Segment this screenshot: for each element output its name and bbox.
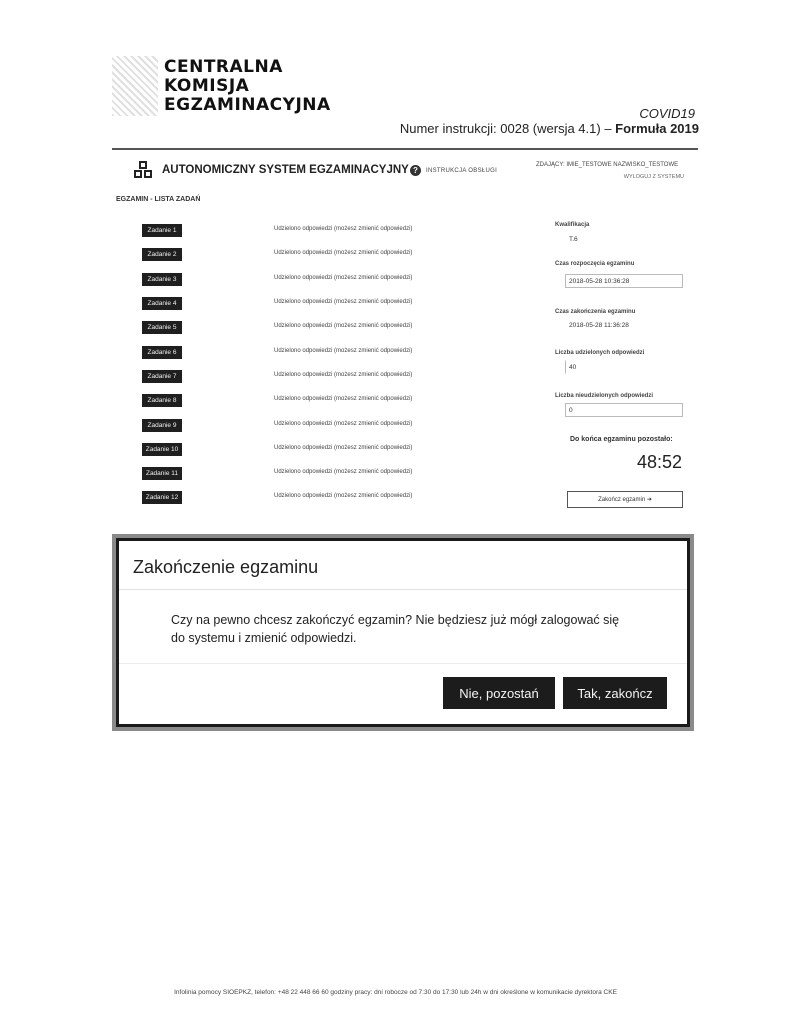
task-status-11: Udzielono odpowiedzi (możesz zmienić odpowiedzi) [274, 469, 413, 475]
countdown-timer: 48:52 [636, 452, 682, 472]
task-status-1: Udzielono odpowiedzi (możesz zmienić odpowiedzi) [274, 226, 413, 232]
task-row-1 [142, 224, 562, 238]
task-row-9 [142, 419, 562, 433]
cubes-icon [132, 160, 154, 180]
task-button-9[interactable]: Zadanie 9 [142, 419, 182, 432]
task-button-10[interactable]: Zadanie 10 [142, 443, 182, 456]
finish-exam-dialog [116, 538, 690, 727]
organization-name [164, 58, 331, 115]
task-row-2 [142, 248, 562, 262]
task-status-9: Udzielono odpowiedzi (możesz zmienić odpowiedzi) [274, 421, 413, 427]
time-remaining-label: Do końca egzaminu pozostało: [570, 436, 673, 443]
task-row-7 [142, 370, 562, 384]
covid-label: COVID19 [639, 106, 695, 121]
task-button-2[interactable]: Zadanie 2 [142, 248, 182, 261]
instruction-number [400, 121, 699, 136]
task-status-10: Udzielono odpowiedzi (możesz zmienić odpowiedzi) [274, 445, 413, 451]
stay-button[interactable]: Nie, pozostań [443, 677, 555, 709]
org-line-3: EGZAMINACYJNA [164, 95, 331, 115]
dialog-message: Czy na pewno chcesz zakończyć egzamin? Nie będziesz już mógł zalogować się do systemu i zmienić odpowiedzi. [171, 613, 620, 645]
help-icon[interactable]: ? [410, 165, 421, 176]
unanswered-count-value: 0 [565, 403, 683, 417]
task-button-8[interactable]: Zadanie 8 [142, 394, 182, 407]
task-row-10 [142, 443, 562, 457]
helpline-footer: Infolinia pomocy SIOEPKZ, telefon: +48 22 448 66 60 godziny pracy: dni robocze od 7:30 do 17:30 lub 24h w dni określone w komunikacie dyrektora CKE [174, 989, 617, 996]
end-time-value: 2018-05-28 11:36:28 [569, 322, 629, 329]
start-time-label: Czas rozpoczęcia egzaminu [555, 261, 635, 267]
confirm-finish-button[interactable]: Tak, zakończ [563, 677, 667, 709]
task-button-3[interactable]: Zadanie 3 [142, 273, 182, 286]
org-line-1: CENTRALNA [164, 57, 283, 77]
task-status-2: Udzielono odpowiedzi (możesz zmienić odpowiedzi) [274, 250, 413, 256]
logout-link[interactable]: WYLOGUJ Z SYSTEMU [623, 174, 684, 180]
task-button-6[interactable]: Zadanie 6 [142, 346, 182, 359]
qualification-value: T.6 [569, 236, 578, 243]
start-time-value: 2018-05-28 10:36:28 [565, 274, 683, 288]
task-button-5[interactable]: Zadanie 5 [142, 321, 182, 334]
task-row-6 [142, 346, 562, 360]
task-button-11[interactable]: Zadanie 11 [142, 467, 182, 480]
task-row-5 [142, 321, 562, 335]
task-button-1[interactable]: Zadanie 1 [142, 224, 182, 237]
finish-exam-button[interactable]: Zakończ egzamin ➜ [567, 491, 683, 508]
task-status-8: Udzielono odpowiedzi (możesz zmienić odpowiedzi) [274, 396, 413, 402]
task-status-7: Udzielono odpowiedzi (możesz zmienić odpowiedzi) [274, 372, 413, 378]
answered-count-label: Liczba udzielonych odpowiedzi [555, 350, 645, 356]
unanswered-count-label: Liczba nieudzielonych odpowiedzi [555, 393, 654, 399]
task-status-4: Udzielono odpowiedzi (możesz zmienić odpowiedzi) [274, 299, 413, 305]
org-line-2: KOMISJA [164, 76, 250, 96]
cke-logo [112, 56, 158, 116]
task-row-12 [142, 491, 562, 505]
task-row-4 [142, 297, 562, 311]
task-status-3: Udzielono odpowiedzi (możesz zmienić odpowiedzi) [274, 275, 413, 281]
task-row-8 [142, 394, 562, 408]
breadcrumb: EGZAMIN - LISTA ZADAŃ [116, 196, 201, 203]
task-button-7[interactable]: Zadanie 7 [142, 370, 182, 383]
help-link[interactable]: INSTRUKCJA OBSŁUGI [426, 168, 498, 174]
dialog-divider [119, 589, 687, 590]
task-row-3 [142, 273, 562, 287]
candidate-name: ZDAJĄCY: IMIE_TESTOWE NAZWISKO_TESTOWE [536, 162, 679, 168]
task-status-5: Udzielono odpowiedzi (możesz zmienić odpowiedzi) [274, 323, 413, 329]
end-time-label: Czas zakończenia egzaminu [555, 309, 636, 315]
dialog-footer-divider [119, 663, 687, 664]
task-row-11 [142, 467, 562, 481]
exam-system-panel [112, 148, 698, 510]
task-button-12[interactable]: Zadanie 12 [142, 491, 182, 504]
answered-count-value: 40 [565, 360, 683, 374]
task-button-4[interactable]: Zadanie 4 [142, 297, 182, 310]
instruction-prefix: Numer instrukcji: 0028 (wersja 4.1) – [399, 121, 616, 136]
task-status-12: Udzielono odpowiedzi (możesz zmienić odpowiedzi) [274, 493, 413, 499]
system-title: AUTONOMICZNY SYSTEM EGZAMINACYJNY [162, 164, 409, 176]
dialog-title: Zakończenie egzaminu [133, 557, 319, 577]
task-status-6: Udzielono odpowiedzi (możesz zmienić odpowiedzi) [274, 348, 413, 354]
qualification-label: Kwalifikacja [555, 222, 590, 228]
instruction-formula: Formuła 2019 [615, 121, 699, 136]
